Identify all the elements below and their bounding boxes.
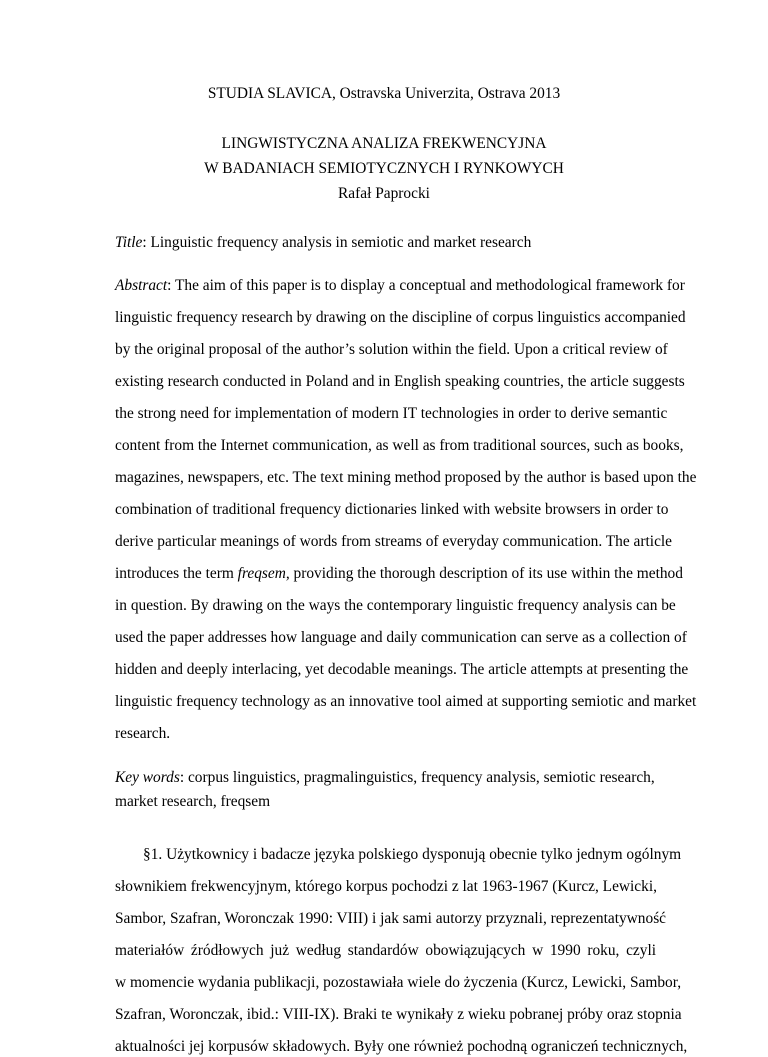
abstract-line: magazines, newspapers, etc. The text mining method proposed by the author is based upon the: [115, 469, 697, 486]
title-text: : Linguistic frequency analysis in semiotic and market research: [142, 234, 532, 251]
abstract-line: linguistic frequency research by drawing on the discipline of corpus linguistics accompanied: [115, 309, 686, 326]
abstract-line: derive particular meanings of words from streams of everyday communication. The article: [115, 533, 673, 550]
article-title-line-2: W BADANIACH SEMIOTYCZNYCH I RYNKOWYCH: [204, 160, 564, 177]
body-line: §1. Użytkownicy i badacze języka polskiego dysponują obecnie tylko jednym ogólnym: [143, 846, 682, 863]
body-line: słownikiem frekwencyjnym, którego korpus pochodzi z lat 1963-1967 (Kurcz, Lewicki,: [115, 878, 657, 895]
abstract-line: content from the Internet communication, as well as from traditional sources, such as books,: [115, 437, 684, 454]
abstract-line: used the paper addresses how language and daily communication can serve as a collection of: [115, 629, 687, 646]
abstract-line: linguistic frequency technology as an innovative tool aimed at supporting semiotic and market: [115, 693, 697, 710]
body-line: Sambor, Szafran, Woronczak 1990: VIII) i jak sami autorzy przyznali, reprezentatywność: [115, 910, 667, 927]
abstract-line: combination of traditional frequency dictionaries linked with website browsers in order to: [115, 501, 669, 518]
article-title-line-1: LINGWISTYCZNA ANALIZA FREKWENCYJNA: [221, 135, 547, 152]
body-line: aktualności jej korpusów składowych. Były one również pochodną ograniczeń technicznych,: [115, 1038, 688, 1055]
freqsem-term: freqsem,: [237, 565, 290, 582]
abstract-line: the strong need for implementation of modern IT technologies in order to derive semantic: [115, 405, 668, 422]
title-line: [115, 233, 656, 253]
body-line: materiałów źródłowych już według standardów obowiązujących w 1990 roku, czyli: [115, 942, 656, 959]
keywords-line: market research, freqsem: [115, 793, 271, 810]
keywords-label: Key words: [115, 769, 180, 786]
abstract-label: Abstract: [115, 277, 168, 294]
abstract-line: introduces the term freqsem, providing the thorough description of its use within the method: [115, 565, 683, 582]
abstract-line: research.: [115, 725, 171, 742]
abstract-line: by the original proposal of the author’s solution within the field. Upon a critical review of: [115, 341, 668, 358]
abstract-line: hidden and deeply interlacing, yet decodable meanings. The article attempts at presenting the: [115, 661, 689, 678]
keywords-line: Key words: corpus linguistics, pragmalinguistics, frequency analysis, semiotic research,: [115, 769, 655, 786]
journal-header: STUDIA SLAVICA, Ostravska Univerzita, Ostrava 2013: [207, 85, 561, 102]
abstract-line: in question. By drawing on the ways the contemporary linguistic frequency analysis can be: [115, 597, 676, 614]
abstract-line: existing research conducted in Poland and in English speaking countries, the article suggests: [115, 373, 685, 390]
abstract-line: Abstract: The aim of this paper is to display a conceptual and methodological framework for: [115, 277, 685, 294]
body-line: w momencie wydania publikacji, pozostawiała wiele do życzenia (Kurcz, Lewicki, Sambor,: [115, 974, 682, 991]
body-line: Szafran, Woronczak, ibid.: VIII-IX). Braki te wynikały z wieku pobranej próby oraz stopnia: [115, 1006, 682, 1023]
title-label: Title: [115, 234, 143, 251]
author-name: Rafał Paprocki: [338, 185, 430, 202]
